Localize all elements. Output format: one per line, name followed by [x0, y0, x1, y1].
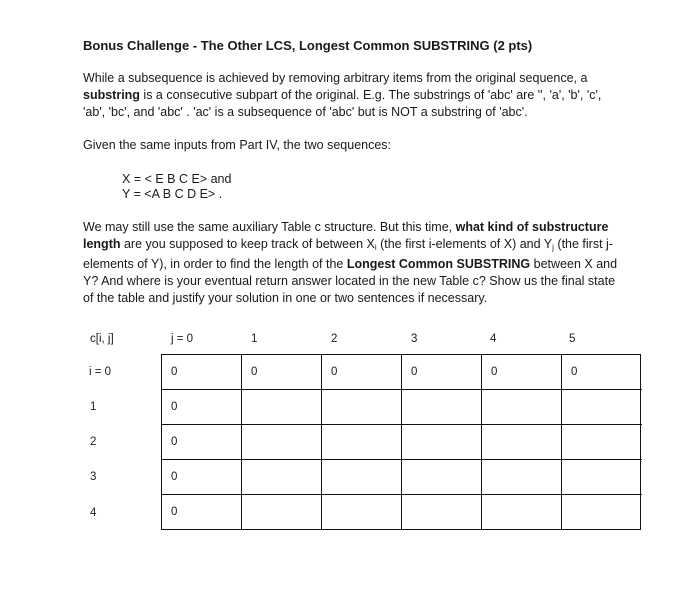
para3-sub-j: j: [552, 243, 554, 252]
para3-bold-substructure: what kind of substructure length: [83, 220, 609, 251]
table-cell-1-5: [562, 390, 642, 425]
table-cell-value: 0: [171, 401, 178, 413]
col-header-1: 1: [251, 333, 258, 345]
table-cell-3-4: [482, 460, 562, 495]
row-header-3: 3: [90, 471, 97, 483]
col-header-3: 3: [411, 333, 418, 345]
table-cell-0-4: [482, 355, 562, 390]
para3-text-g: between X and Y? And where is your eventual return answer located in the new Table c? Show us the final state of the table and justify your solution in one or two sentences if necessary.: [83, 257, 618, 305]
row-header-4: 4: [90, 507, 97, 519]
table-cell-1-0: [162, 390, 242, 425]
table-cell-1-1: [242, 390, 322, 425]
sequence-x: X = < E B C E> and: [122, 172, 232, 186]
table-cell-value: 0: [411, 366, 418, 378]
question-paragraph: [83, 219, 628, 307]
row-header-1: 1: [90, 401, 97, 413]
row-header-0: i = 0: [89, 366, 112, 378]
table-corner-label: c[i, j]: [90, 333, 114, 345]
col-header-2: 2: [331, 333, 338, 345]
inputs-intro-paragraph: Given the same inputs from Part IV, the two sequences:: [83, 138, 392, 152]
table-cell-3-5: [562, 460, 642, 495]
para3-text-d: (the first i-elements of X) and Y: [376, 237, 553, 251]
sequence-y: Y = <A B C D E> .: [122, 187, 223, 201]
substring-definition-paragraph: [83, 70, 623, 121]
table-cell-value: 0: [171, 366, 178, 378]
table-cell-2-5: [562, 425, 642, 460]
table-cell-value: 0: [171, 436, 178, 448]
table-cell-3-1: [242, 460, 322, 495]
para3-sub-i: i: [374, 243, 377, 252]
table-cell-value: 0: [331, 366, 338, 378]
table-cell-0-1: [242, 355, 322, 390]
table-cell-2-1: [242, 425, 322, 460]
table-cell-2-4: [482, 425, 562, 460]
table-cell-0-2: [322, 355, 402, 390]
table-cell-value: 0: [171, 471, 178, 483]
table-cell-2-2: [322, 425, 402, 460]
table-cell-4-3: [402, 495, 482, 529]
table-cell-value: 0: [571, 366, 578, 378]
table-cell-1-4: [482, 390, 562, 425]
table-cell-3-2: [322, 460, 402, 495]
table-cell-3-0: [162, 460, 242, 495]
table-cell-1-2: [322, 390, 402, 425]
table-cell-value: 0: [171, 506, 178, 518]
table-cell-0-5: [562, 355, 642, 390]
table-cell-0-0: [162, 355, 242, 390]
para1-text-a: While a subsequence is achieved by removing arbitrary items from the original sequence, a: [83, 71, 588, 85]
para1-bold-substring: substring: [83, 88, 140, 102]
para1-text-c: is a consecutive subpart of the original. E.g. The substrings of 'abc' are '', 'a', 'b', 'c', 'ab', 'bc', and 'abc' . 'ac' is a subsequence of 'abc' but is NOT a substring of 'abc'.: [83, 88, 602, 119]
para3-text-e: (the first j-elements of Y), in order to find the length of the: [83, 237, 613, 271]
table-cell-value: 0: [251, 366, 258, 378]
table-cell-3-3: [402, 460, 482, 495]
table-cell-4-2: [322, 495, 402, 529]
col-header-0: j = 0: [171, 333, 194, 345]
col-header-4: 4: [490, 333, 497, 345]
table-cell-1-3: [402, 390, 482, 425]
row-header-2: 2: [90, 436, 97, 448]
para3-bold-lcs: Longest Common SUBSTRING: [346, 257, 531, 271]
para3-text-a: We may still use the same auxiliary Table c structure. But this time,: [83, 220, 456, 234]
table-cell-4-4: [482, 495, 562, 529]
table-cell-4-5: [562, 495, 642, 529]
table-c-grid: [161, 354, 641, 530]
table-cell-4-1: [242, 495, 322, 529]
table-cell-value: 0: [491, 366, 498, 378]
table-cell-4-0: [162, 495, 242, 529]
col-header-5: 5: [569, 333, 576, 345]
page-title: Bonus Challenge - The Other LCS, Longest Common SUBSTRING (2 pts): [83, 38, 533, 53]
para3-text-c: are you supposed to keep track of between X: [120, 237, 375, 251]
table-cell-2-3: [402, 425, 482, 460]
table-cell-2-0: [162, 425, 242, 460]
table-cell-0-3: [402, 355, 482, 390]
